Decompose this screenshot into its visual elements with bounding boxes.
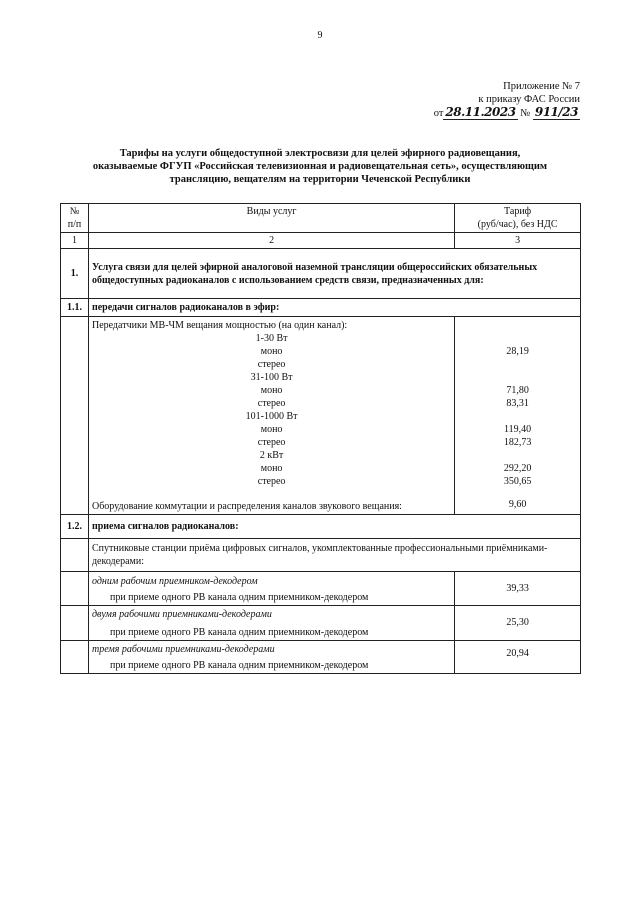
- mode-label: стерео: [257, 359, 286, 370]
- section-1-row: [61, 249, 581, 299]
- receiver-label: при приеме одного РВ канала одним приемником-декодером: [109, 627, 369, 638]
- section-11-tariffs: [455, 317, 581, 515]
- power-label: 31-100 Вт: [250, 372, 293, 383]
- equipment-label: Оборудование коммутации и распределения каналов звукового вещания:: [91, 501, 402, 512]
- empty-cell: [61, 539, 89, 572]
- mode-label: стерео: [257, 398, 286, 409]
- mode-label: моно: [260, 346, 283, 357]
- header-tariff: Тариф (руб/час), без НДС: [455, 204, 581, 233]
- satellite-intro: Спутниковые станции приёма цифровых сигналов, укомплектованные профессиональными приёмниками-декодерами:: [88, 539, 580, 572]
- tariff-value: 83,31: [506, 398, 529, 409]
- empty-cell: [61, 641, 89, 674]
- col-number-3: 3: [455, 233, 581, 249]
- handwritten-date: 28.11.2023: [445, 105, 516, 119]
- receiver-description: [88, 641, 454, 674]
- tariff-table: [60, 203, 581, 674]
- title-line-2: оказываемые ФГУП «Российская телевизионная и радиовещательная сеть», осуществляющим: [92, 161, 548, 172]
- mode-label: моно: [260, 385, 283, 396]
- header-service: Виды услуг: [88, 204, 454, 233]
- header-row: [61, 204, 581, 233]
- annex-order: к приказу ФАС России: [478, 94, 580, 105]
- page-number: 9: [317, 30, 323, 41]
- receiver-label: при приеме одного РВ канала одним приемником-декодером: [109, 660, 369, 671]
- section-12-number: 1.2.: [61, 515, 89, 539]
- receiver-heading: одним рабочим приемником-декодером: [91, 576, 258, 587]
- tariff-value: 182,73: [503, 437, 532, 448]
- empty-cell: [61, 572, 89, 606]
- receiver-tariff: 20,94: [455, 641, 581, 674]
- receiver-description: [88, 606, 454, 641]
- receiver-heading: тремя рабочими приемниками-декодерами: [91, 644, 275, 655]
- annex-date-number: [434, 106, 580, 120]
- receiver-label: при приеме одного РВ канала одним приемником-декодером: [109, 592, 369, 603]
- section-12-row: [61, 515, 581, 539]
- mode-label: стерео: [257, 437, 286, 448]
- receiver-row: [61, 606, 581, 641]
- col-number-1: 1: [61, 233, 89, 249]
- header-no: № п/п: [61, 204, 89, 233]
- section-11-body: [61, 317, 581, 515]
- tariff-value: [458, 358, 577, 371]
- col-number-2: 2: [88, 233, 454, 249]
- power-label: 101-1000 Вт: [245, 411, 298, 422]
- column-numbers-row: [61, 233, 581, 249]
- mode-label: стерео: [257, 476, 286, 487]
- section-11-row: [61, 299, 581, 317]
- from-label: от: [433, 108, 444, 119]
- tariff-value: 350,65: [503, 476, 532, 487]
- handwritten-number: 911/23: [534, 105, 578, 119]
- tariff-value: 71,80: [506, 385, 529, 396]
- tariff-value: 28,19: [506, 346, 529, 357]
- tariff-value: [458, 371, 577, 384]
- tariff-value: 119,40: [504, 424, 532, 435]
- transmitters-intro: Передатчики МВ-ЧМ вещания мощностью (на один канал):: [91, 320, 348, 331]
- power-label: 1-30 Вт: [255, 333, 288, 344]
- annex-reference: [434, 80, 580, 120]
- receiver-tariff: 25,30: [455, 606, 581, 641]
- power-label: 2 кВт: [259, 450, 284, 461]
- tariff-value: 292,20: [503, 463, 532, 474]
- mode-label: моно: [260, 463, 283, 474]
- equipment-tariff: 9,60: [508, 499, 527, 510]
- section-1-text: Услуга связи для целей эфирной аналоговой наземной трансляции общероссийских обязательных общедоступных радиоканалов с использованием средств связи, предназначенных для:: [88, 249, 580, 299]
- title-line-3: трансляцию, вещателям на территории Чеченской Республики: [169, 174, 471, 185]
- tariff-value: [458, 332, 577, 345]
- section-11-services: [88, 317, 454, 515]
- satellite-intro-row: [61, 539, 581, 572]
- section-11-empty-cell: [61, 317, 89, 515]
- section-11-number: 1.1.: [61, 299, 89, 317]
- receiver-heading: двумя рабочими приемниками-декодерами: [91, 609, 272, 620]
- receiver-row: [61, 572, 581, 606]
- mode-label: моно: [260, 424, 283, 435]
- number-label: №: [520, 108, 531, 119]
- title-line-1: Тарифы на услуги общедоступной электросвязи для целей эфирного радиовещания,: [119, 148, 521, 159]
- section-12-text: приема сигналов радиоканалов:: [88, 515, 580, 539]
- empty-cell: [61, 606, 89, 641]
- section-11-text: передачи сигналов радиоканалов в эфир:: [88, 299, 580, 317]
- receiver-description: [88, 572, 454, 606]
- receiver-tariff: 39,33: [455, 572, 581, 606]
- document-title: [60, 147, 580, 186]
- annex-title: Приложение № 7: [503, 81, 580, 92]
- tariff-value: [458, 449, 577, 462]
- tariff-value: [458, 410, 577, 423]
- section-1-number: 1.: [61, 249, 89, 299]
- receiver-row: [61, 641, 581, 674]
